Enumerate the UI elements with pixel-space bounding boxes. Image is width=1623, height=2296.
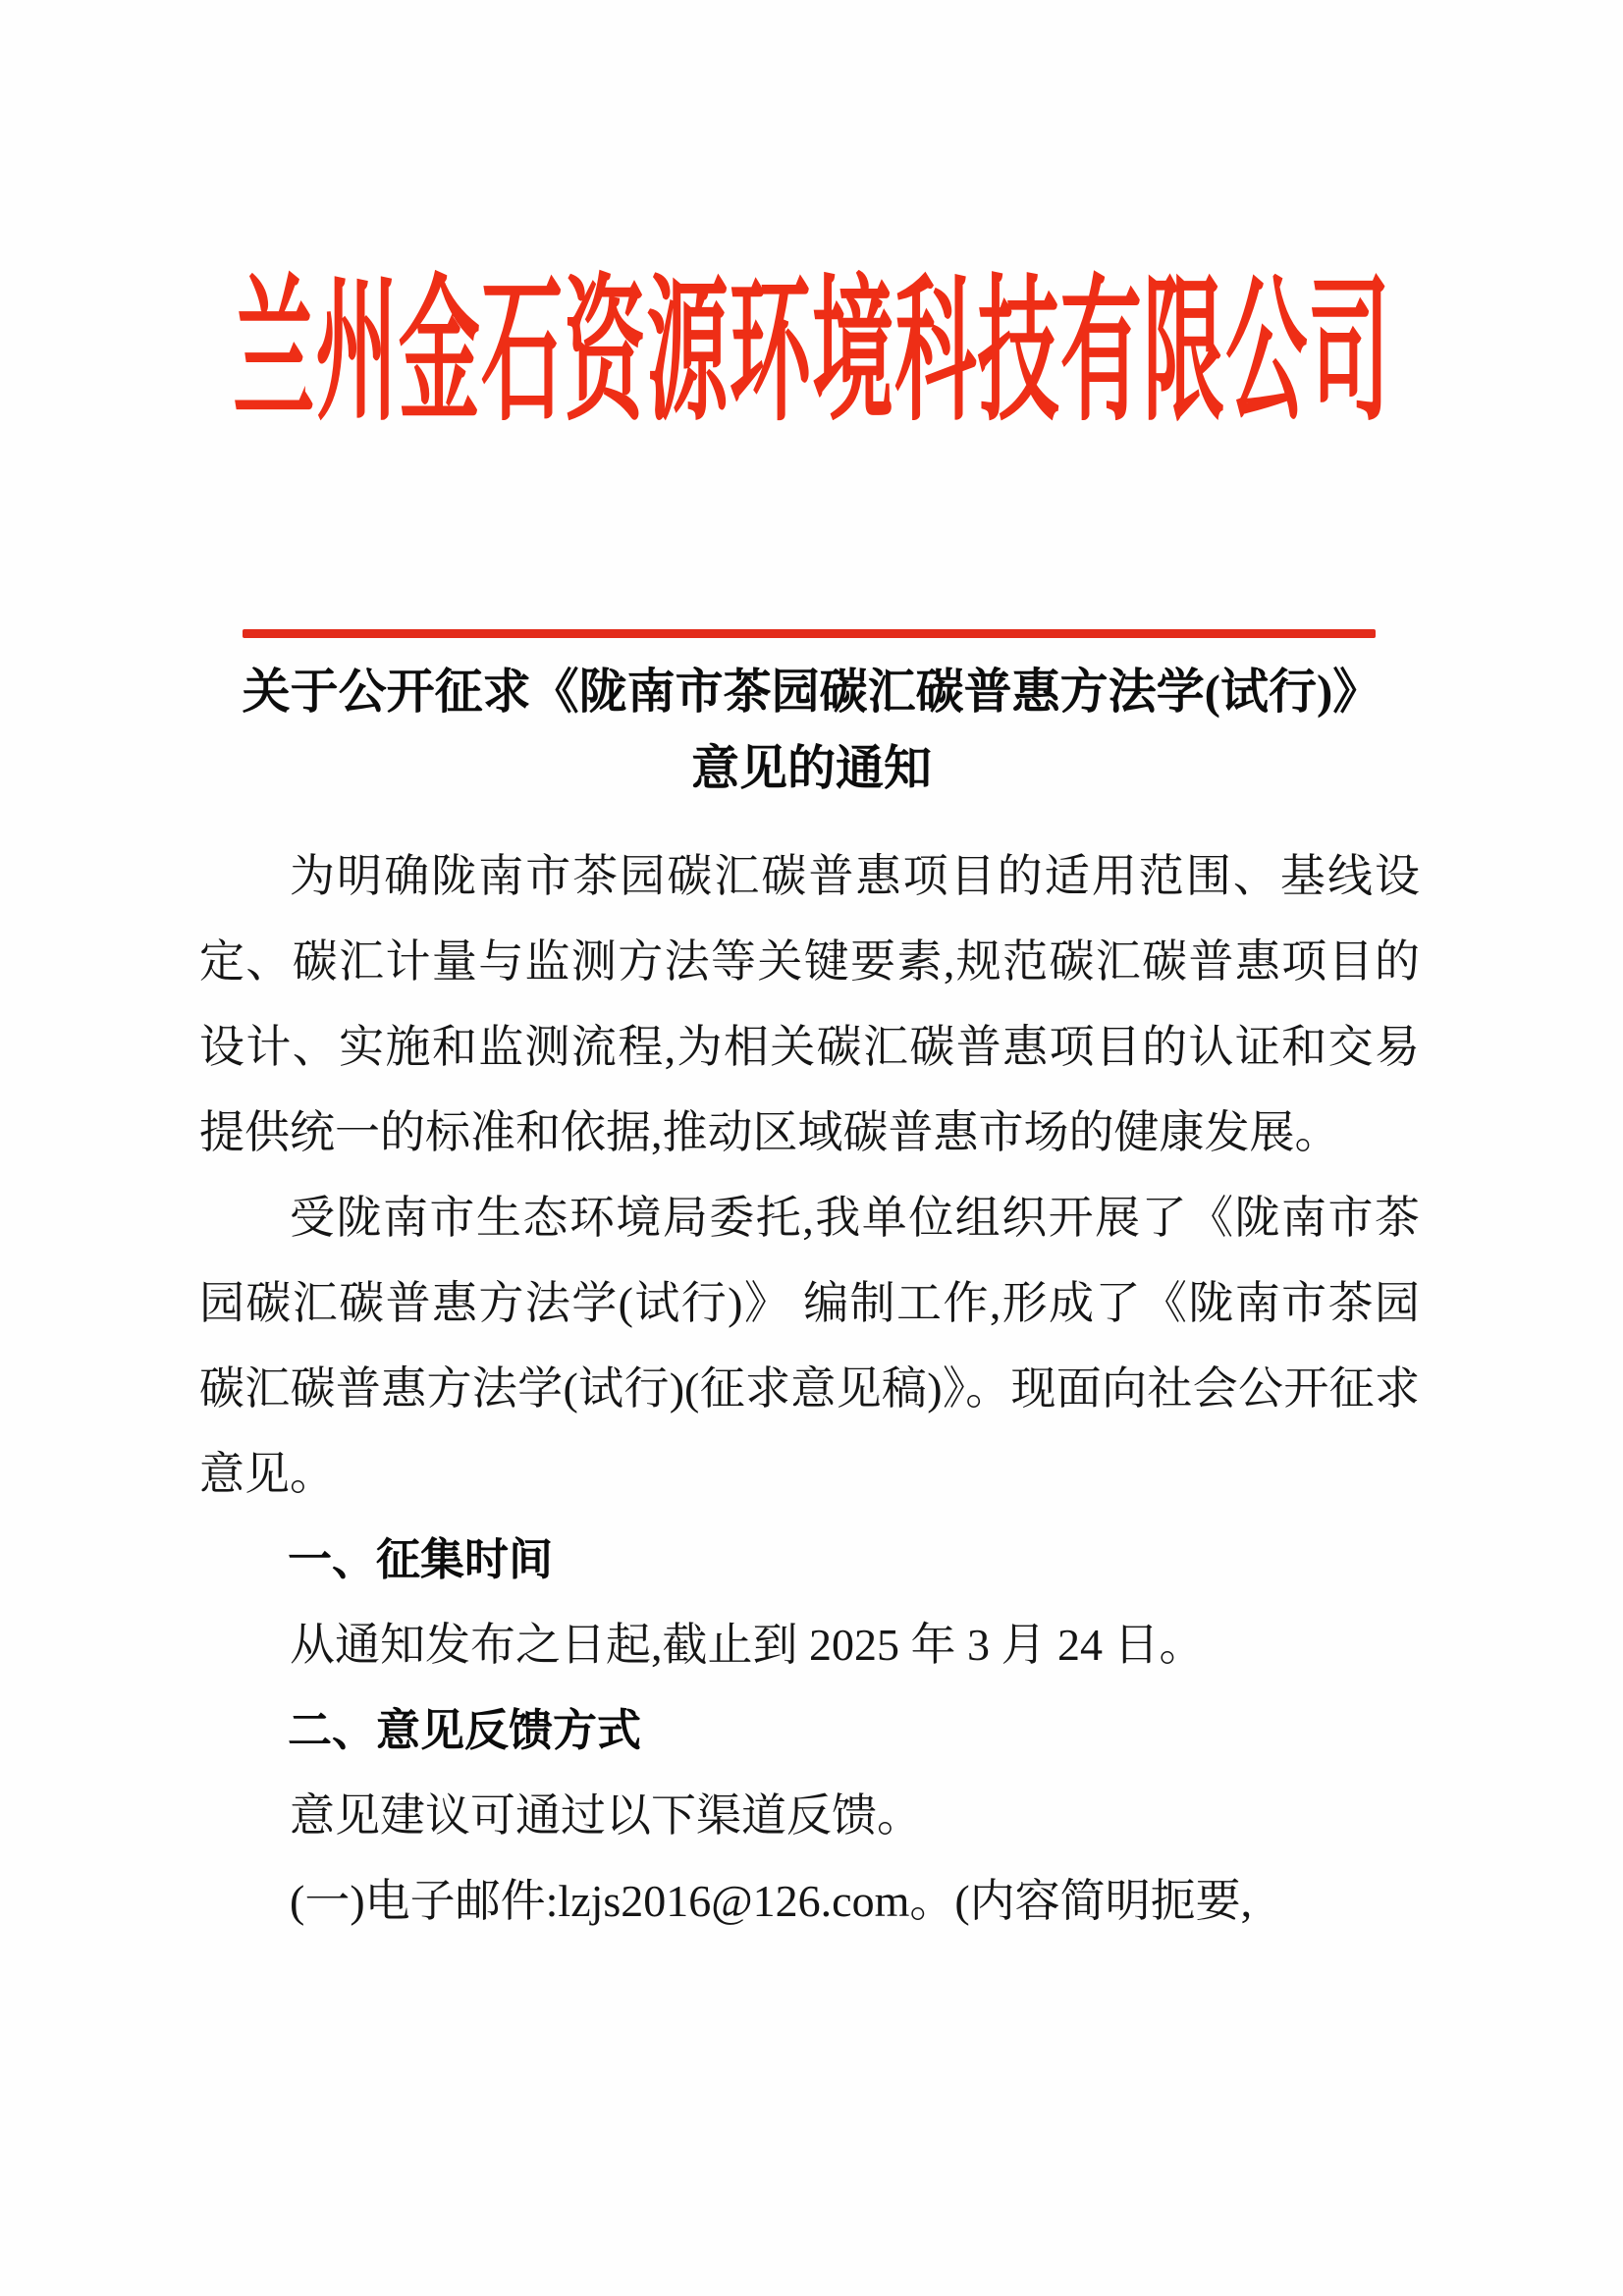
document-title (0, 654, 1623, 807)
document-title-line1: 关于公开征求《陇南市茶园碳汇碳普惠方法学(试行)》 (242, 665, 1381, 719)
red-divider-rule (243, 629, 1376, 638)
section-heading-collection-time: 一、征集时间 (288, 1534, 554, 1584)
document-body (199, 833, 1420, 1944)
company-letterhead: 兰州金石资源环境科技有限公司 (232, 265, 1391, 440)
paragraph-feedback-channels: 意见建议可通过以下渠道反馈。 (290, 1790, 922, 1841)
section-heading-feedback-method: 二、意见反馈方式 (288, 1705, 642, 1755)
letterhead-container (0, 267, 1623, 439)
paragraph-purpose: 为明确陇南市茶园碳汇碳普惠项目的适用范围、基线设定、碳汇计量与监测方法等关键要素,规范碳汇碳普惠项目的设计、实施和监测流程,为相关碳汇碳普惠项目的认证和交易提供统一的标准和依据,推动区域碳普惠市场的健康发展。 (199, 851, 1420, 1157)
document-title-line2: 意见的通知 (690, 741, 932, 795)
paragraph-deadline: 从通知发布之日起,截止到 2025 年 3 月 24 日。 (290, 1620, 1205, 1670)
paragraph-background: 受陇南市生态环境局委托,我单位组织开展了《陇南市茶园碳汇碳普惠方法学(试行)》 编制工作,形成了《陇南市茶园碳汇碳普惠方法学(试行)(征求意见稿)》。现面向社会公开征求意见。 (199, 1193, 1420, 1499)
paragraph-email-contact: (一)电子邮件:lzjs2016@126.com。(内容简明扼要, (290, 1876, 1253, 1926)
